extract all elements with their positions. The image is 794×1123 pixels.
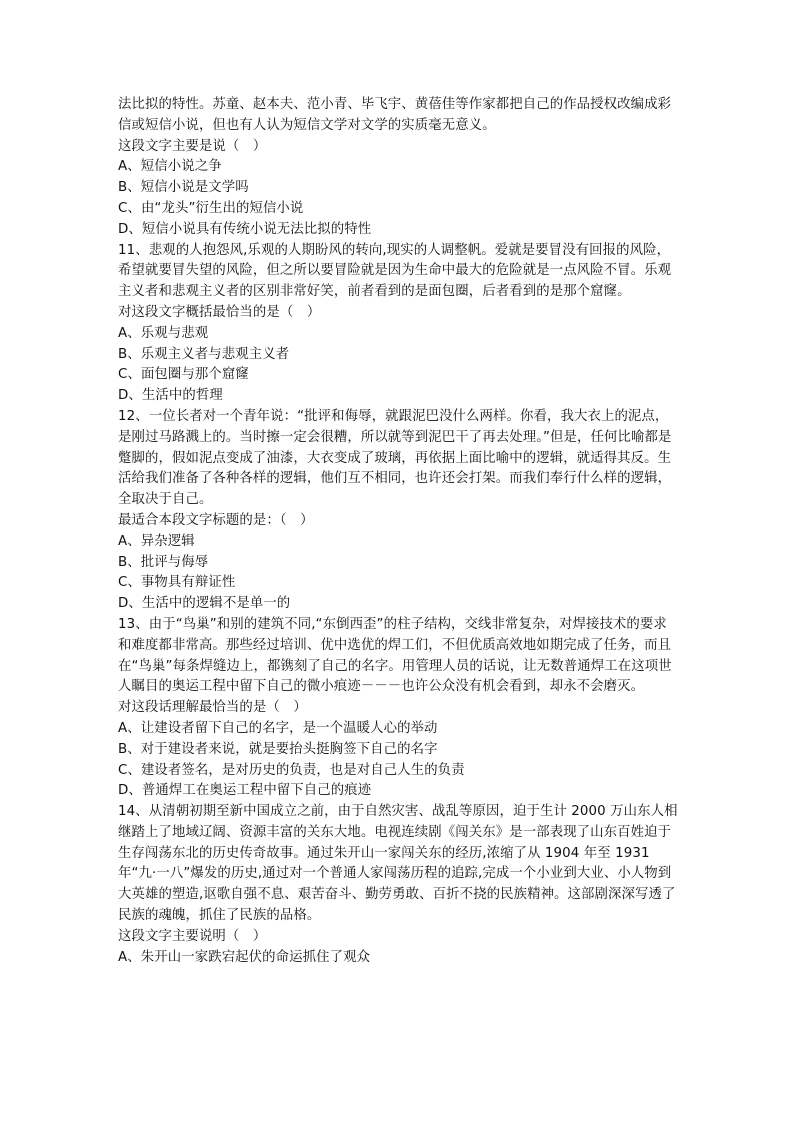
question-11-prompt: 对这段文字概括最恰当的是（ ）: [118, 304, 321, 320]
q10-option-b: B、短信小说是文学吗: [118, 180, 249, 196]
q10-option-a: A、短信小说之争: [118, 159, 222, 175]
q11-option-d: D、生活中的哲理: [118, 388, 223, 404]
question-10-prompt: 这段文字主要是说（ ）: [118, 138, 267, 154]
q12-option-a: A、异杂逻辑: [118, 533, 195, 549]
q13-option-c: C、建设者签名，是对历史的负责，也是对自己人生的负责: [118, 762, 465, 778]
question-13-passage: 13、由于“鸟巢”和别的建筑不同,“东倒西歪”的柱子结构，交线非常复杂，对焊接技术的要求和难度都非常高。那些经过培训、优中选优的焊工们，不但优质高效地如期完成了任务，而且在“鸟巢”每条焊缝边上，都镌刻了自己的名字。用管理人员的话说，让无数普通焊工在这项世人瞩目的奥运工程中留下自己的微小痕迹－－－也许公众没有机会看到，却永不会磨灭。: [118, 616, 672, 695]
question-14-prompt: 这段文字主要说明（ ）: [118, 928, 267, 944]
q11-option-b: B、乐观主义者与悲观主义者: [118, 346, 290, 362]
q13-option-d: D、普通焊工在奥运工程中留下自己的痕迹: [118, 783, 372, 799]
q10-option-c: C、由“龙头”衍生出的短信小说: [118, 200, 304, 216]
q12-option-b: B、批评与侮辱: [118, 554, 209, 570]
q10-option-d: D、短信小说具有传统小说无法比拟的特性: [118, 221, 372, 237]
q12-option-d: D、生活中的逻辑不是单一的: [118, 596, 291, 612]
q11-option-c: C、面包圈与那个窟窿: [118, 367, 249, 383]
question-11-passage: 11、悲观的人抱怨风,乐观的人期盼风的转向,现实的人调整帆。爱就是要冒没有回报的风险，希望就要冒失望的风险，但之所以要冒险就是因为生命中最大的危险就是一点风险不冒。乐观主义者和悲观主义者的区别非常好笑，前者看到的是面包圈，后者看到的是那个窟窿。: [118, 242, 672, 300]
question-12-prompt: 最适合本段文字标题的是：（ ）: [118, 512, 314, 528]
q13-option-a: A、让建设者留下自己的名字，是一个温暖人心的举动: [118, 720, 438, 736]
question-13-prompt: 对这段话理解最恰当的是（ ）: [118, 700, 307, 716]
q11-option-a: A、乐观与悲观: [118, 325, 209, 341]
q14-option-a: A、朱开山一家跌宕起伏的命运抓住了观众: [118, 949, 371, 965]
intro-paragraph: 法比拟的特性。苏童、赵本夫、范小青、毕飞宇、黄蓓佳等作家都把自己的作品授权改编成彩信或短信小说，但也有人认为短信文学对文学的实质毫无意义。: [118, 97, 672, 133]
document-body: [118, 95, 678, 968]
q12-option-c: C、事物具有辩证性: [118, 575, 236, 591]
question-12-passage: 12、一位长者对一个青年说：“批评和侮辱，就跟泥巴没什么两样。你看，我大衣上的泥点，是刚过马路溅上的。当时擦一定会很糟，所以就等到泥巴干了再去处理。”但是，任何比喻都是蹩脚的，假如泥点变成了油漆，大衣变成了玻璃，再依据上面比喻中的逻辑，就适得其反。生活给我们准备了各种各样的逻辑，他们互不相同，也许还会打架。而我们奉行什么样的逻辑，全取决于自己。: [118, 408, 672, 508]
q13-option-b: B、对于建设者来说，就是要抬头挺胸签下自己的名字: [118, 741, 438, 757]
question-14-passage: 14、从清朝初期至新中国成立之前，由于自然灾害、战乱等原因，迫于生计 2000 万山东人相继踏上了地域辽阔、资源丰富的关东大地。电视连续剧《闯关东》是一部表现了山东百姓迫于生存闯荡东北的历史传奇故事。通过朱开山一家闯关东的经历,浓缩了从 1904 年至 1931 年“九·一八”爆发的历史,通过对一个普通人家闯荡历程的追踪,完成一个小业到大业、小人物到大英雄的塑造,讴歌自强不息、艰苦奋斗、勤劳勇敢、百折不挠的民族精神。这部剧深深写透了民族的魂魄，抓住了民族的品格。: [118, 804, 678, 924]
